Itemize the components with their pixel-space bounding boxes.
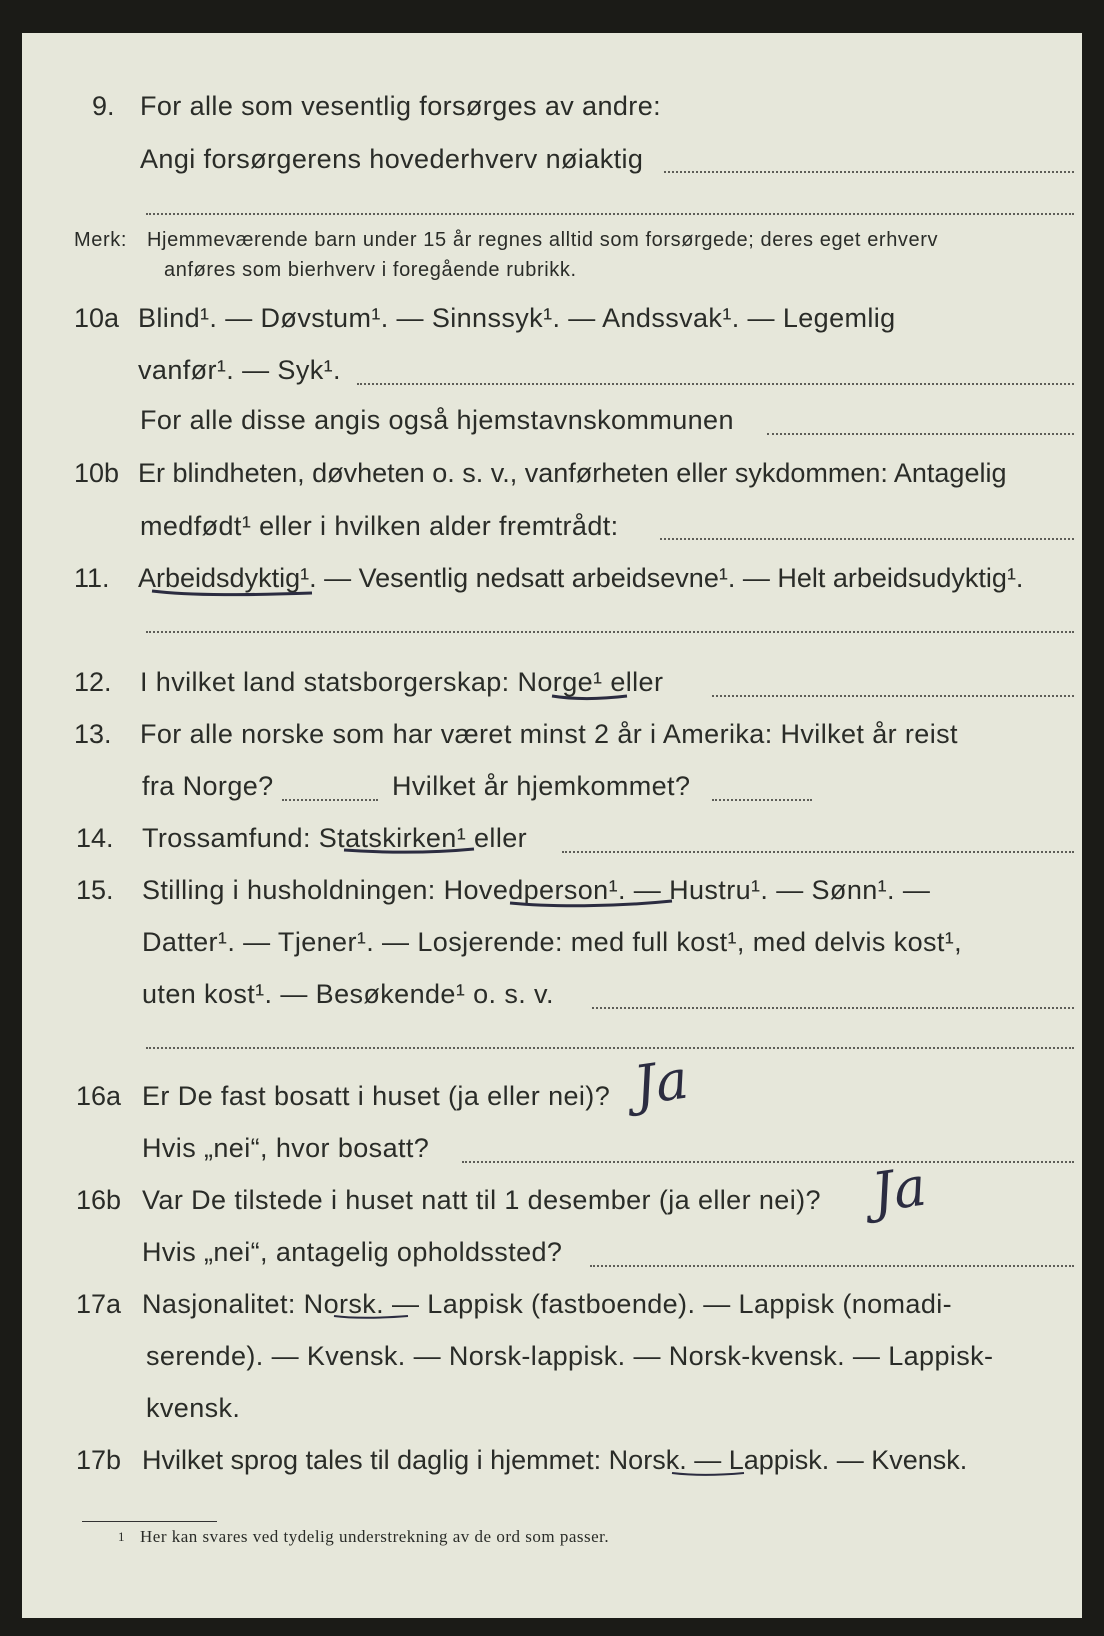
answer-line[interactable] [592,1007,1074,1009]
question-text: Trossamfund: Statskirken¹ eller [142,823,528,853]
answer-line[interactable] [664,171,1074,173]
answer-line[interactable] [562,851,1074,853]
question-number: 14. [76,823,114,853]
answer-line[interactable] [146,213,1074,215]
question-text: Hvilket sprog tales til daglig i hjemmet: Norsk. — Lappisk. — Kvensk. [142,1445,968,1475]
question-number: 10a [74,303,120,333]
question-text: Hvis „nei“, antagelig opholdssted? [142,1237,563,1267]
answer-line[interactable] [357,383,1074,385]
question-text: Stilling i husholdningen: Hovedperson¹. — Hustru¹. — Sønn¹. — [142,875,931,905]
answer-line[interactable] [767,433,1074,435]
note-text: anføres som bierhverv i foregående rubrikk. [164,259,577,281]
handwritten-answer-16a: Ja [629,1047,692,1118]
answer-line[interactable] [712,695,1074,697]
question-text: kvensk. [146,1393,241,1423]
answer-line[interactable] [462,1161,1074,1163]
footnote-divider [82,1521,217,1522]
answer-line[interactable] [146,631,1074,633]
question-text: Nasjonalitet: Norsk. — Lappisk (fastboende). — Lappisk (nomadi- [142,1289,953,1319]
footnote-text: Her kan svares ved tydelig understrekning av de ord som passer. [140,1527,610,1546]
question-text: For alle disse angis også hjemstavnskommunen [140,405,734,435]
question-text: For alle norske som har været minst 2 år i Amerika: Hvilket år reist [140,719,958,749]
question-text: Blind¹. — Døvstum¹. — Sinnssyk¹. — Andssvak¹. — Legemlig [138,303,896,333]
note-text: Hjemmeværende barn under 15 år regnes alltid som forsørgede; deres eget erhverv [147,229,939,251]
handwritten-answer-16b: Ja [867,1154,930,1225]
question-text: For alle som vesentlig forsørges av andre: [140,91,662,121]
question-text: fra Norge? [142,771,274,801]
question-text: Hvilket år hjemkommet? [392,771,691,801]
answer-line[interactable] [712,799,812,801]
footnote-mark: 1 [118,1529,125,1544]
question-number: 11. [74,563,110,593]
question-text: Datter¹. — Tjener¹. — Losjerende: med full kost¹, med delvis kost¹, [142,927,963,957]
question-text: Er De fast bosatt i huset (ja eller nei)? [142,1081,611,1111]
question-text: vanfør¹. — Syk¹. [138,355,341,385]
question-text: I hvilket land statsborgerskap: Norge¹ eller [140,667,664,697]
question-number: 15. [76,875,114,905]
answer-line[interactable] [146,1047,1074,1049]
question-text: Hvis „nei“, hvor bosatt? [142,1133,430,1163]
question-text: Arbeidsdyktig¹. — Vesentlig nedsatt arbeidsevne¹. — Helt arbeidsudyktig¹. [138,563,1024,593]
question-text: uten kost¹. — Besøkende¹ o. s. v. [142,979,554,1009]
question-number: 9. [92,91,115,121]
question-number: 16a [76,1081,122,1111]
question-number: 17b [76,1445,122,1475]
question-number: 13. [74,719,112,749]
note-label: Merk: [74,229,127,251]
answer-line[interactable] [660,538,1074,540]
answer-line[interactable] [282,799,378,801]
question-text: Var De tilstede i huset natt til 1 desember (ja eller nei)? [142,1185,821,1215]
census-form-page [22,33,1082,1618]
question-text: Er blindheten, døvheten o. s. v., vanførheten eller sykdommen: Antagelig [138,458,1007,488]
question-number: 17a [76,1289,122,1319]
question-number: 12. [74,667,112,697]
answer-line[interactable] [590,1265,1074,1267]
question-text: medfødt¹ eller i hvilken alder fremtrådt: [140,511,619,541]
question-text: serende). — Kvensk. — Norsk-lappisk. — Norsk-kvensk. — Lappisk- [146,1341,994,1371]
question-number: 16b [76,1185,122,1215]
question-number: 10b [74,458,120,488]
question-text: Angi forsørgerens hovederhverv nøiaktig [140,144,644,174]
